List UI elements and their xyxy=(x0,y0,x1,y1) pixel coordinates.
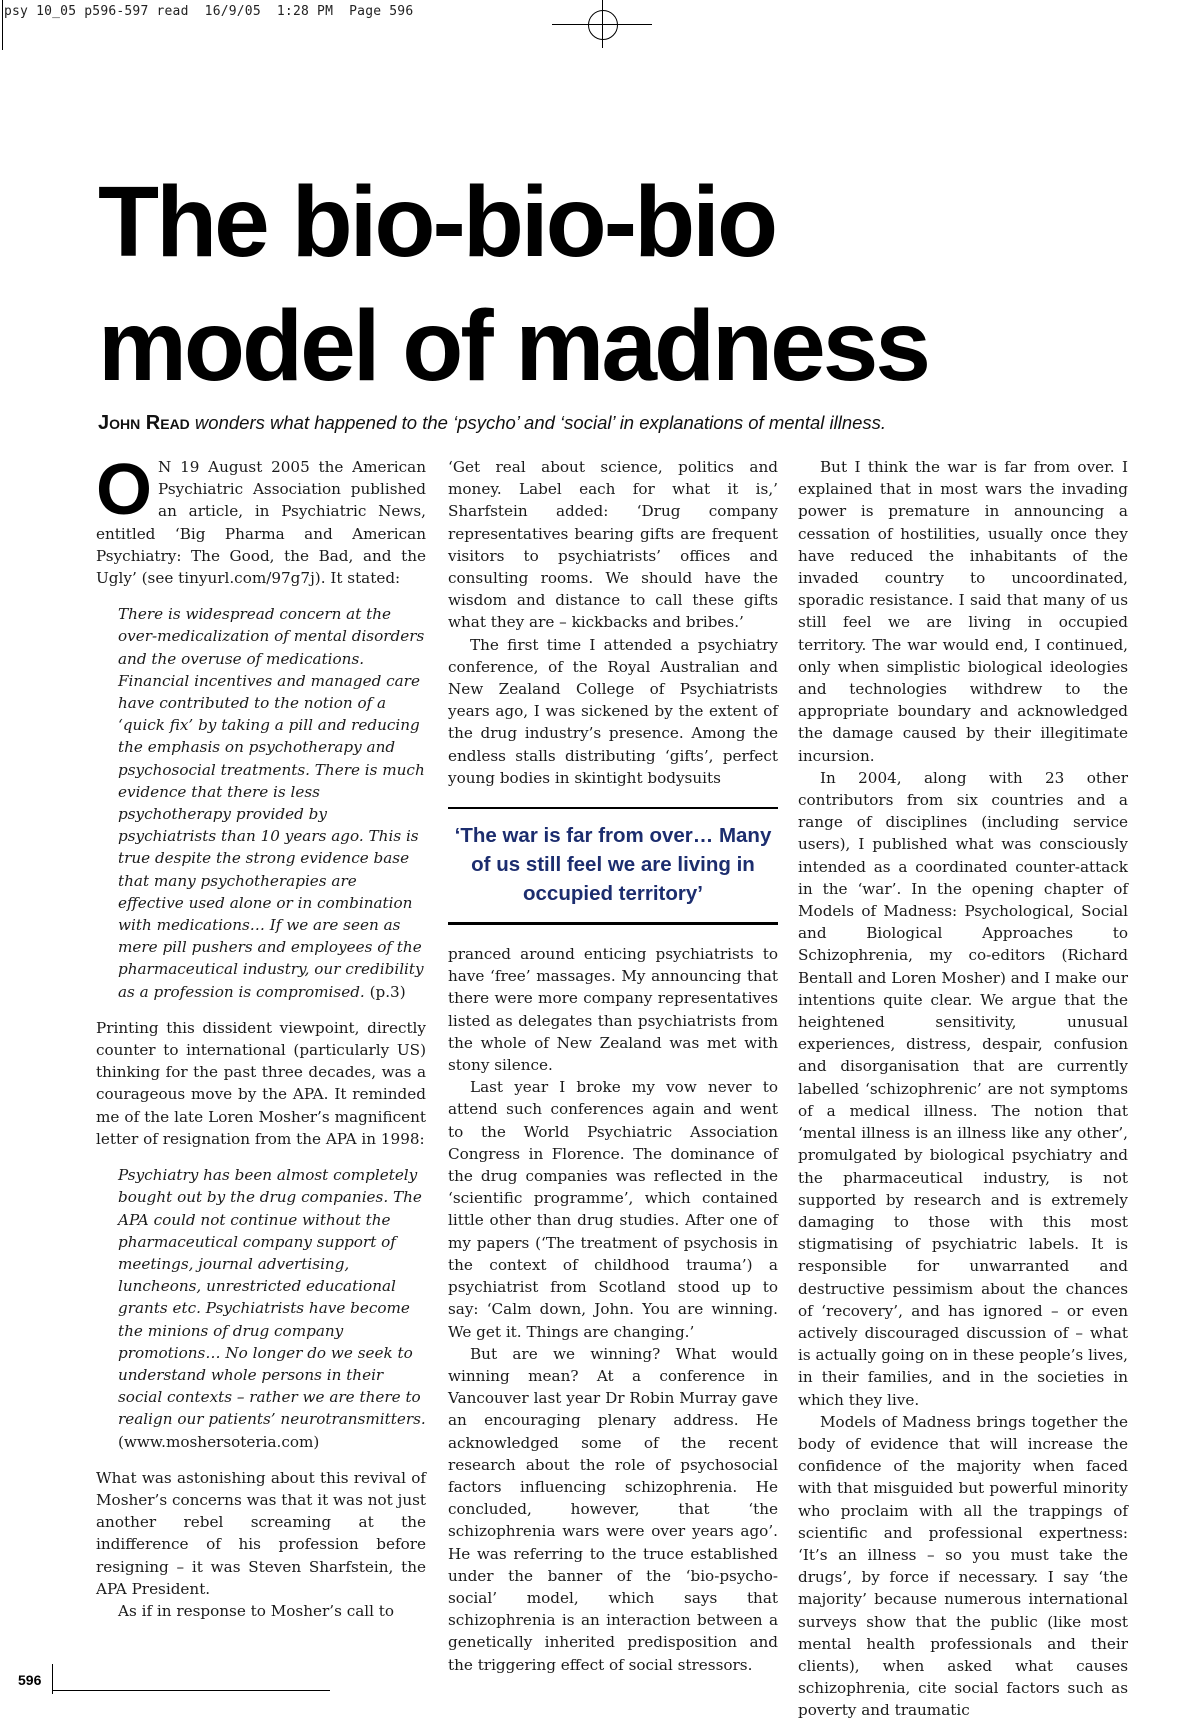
block-quote-apa-ref: (p.3) xyxy=(364,982,406,1001)
registration-mark-icon xyxy=(588,10,618,40)
paragraph: In 2004, along with 23 other contributors from six countries and a range of disciplines (including service users), I published what was consciously intended as a coordinated counter-attack in the ‘war’. In the opening chapter of Models of Madness: Psychological, Social and Biological Approaches to Schizophrenia, my co-editors (Richard Bentall and Loren Mosher) and I make our intentions quite clear. We argue that the heightened sensitivity, unusual experiences, distress, despair, confusion and disorganisation that are currently labelled ‘schizophrenic’ are not symptoms of a medical illness. The notion that ‘mental illness is an illness like any other’, promulgated by biological psychiatry and the pharmaceutical industry, is not supported by research and is extremely damaging to those with this most stigmatising of psychiatric labels. It is responsible for unwarranted and destructive pessimism about the chances of ‘recovery’, and has ignored – or even actively discouraged discussion of – what is actually going on in these people’s lives, in their families, and in the societies in which they live. xyxy=(798,768,1128,1409)
paragraph: What was astonishing about this revival of Mosher’s concerns was that it was not just another rebel screaming at the indifference of his profession before resigning – it was Steven Sharfstein, the APA President. xyxy=(96,1468,426,1598)
print-slug: psy 10_05 p596-597 read 16/9/05 1:28 PM Page 596 xyxy=(4,4,414,19)
block-quote-mosher xyxy=(118,1164,426,1453)
paragraph: As if in response to Mosher’s call to xyxy=(118,1601,395,1620)
paragraph: Models of Madness brings together the body of evidence that will increase the confidence of the majority when faced with that misguided but powerful minority who proclaim with all the trappings of scientific and professional expertness: ‘It’s an illness – so you must take the drugs’, by force if necessary. I say ‘the majority’ because numerous international surveys show that the public (like most mental health professionals and their clients), when asked what causes schizophrenia, cite social factors such as poverty and traumatic xyxy=(798,1412,1128,1720)
block-quote-apa xyxy=(118,603,426,1003)
title-line-2: model of madness xyxy=(98,290,928,402)
column-2 xyxy=(448,456,778,1676)
standfirst: wonders what happened to the ‘psycho’ and ‘social’ in explanations of mental illness. xyxy=(189,412,887,433)
opening-paragraph xyxy=(96,450,426,589)
author-name: John Read xyxy=(98,412,190,434)
pull-quote: ‘The war is far from over… Many of us still feel we are living in occupied territory’ xyxy=(448,807,778,925)
block-quote-mosher-ref: (www.moshersoteria.com) xyxy=(118,1432,320,1451)
paragraph: Printing this dissident viewpoint, directly counter to international (particularly US) thinking for the past three decades, was a courageous move by the APA. It reminded me of the late Loren Mosher’s magnificent letter of resignation from the APA in 1998: xyxy=(96,1018,426,1148)
paragraph: Last year I broke my vow never to attend such conferences again and went to the World Psychiatric Association Congress in Florence. The dominance of the drug companies was reflected in the ‘scientific programme’, which contained little other than drug studies. After one of my papers (‘The treatment of psychosis in the context of childhood trauma’) a psychiatrist from Scotland stood up to say: ‘Calm down, John. You are winning. We get it. Things are changing.’ xyxy=(448,1078,778,1341)
folio-rule xyxy=(52,1690,330,1691)
paragraph: But are we winning? What would winning mean? At a conference in Vancouver last year Dr Robin Murray gave an encouraging plenary address. He acknowledged some of the recent research about the role of psychosocial factors influencing schizophrenia. He concluded, however, that ‘the schizophrenia wars were over years ago’. He was referring to the truce established under the banner of the ‘bio-psycho-social’ model, which says that schizophrenia is an interaction between a genetically inherited predisposition and the triggering effect of social stressors. xyxy=(448,1344,778,1674)
block-quote-apa-text: There is widespread concern at the over-medicalization of mental disorders and the overuse of medications. Financial incentives and managed care have contributed to the notion of a ‘quick fix’ by taking a pill and reducing the emphasis on psychotherapy and psychosocial treatments. There is much evidence that there is less psychotherapy provided by psychiatrists than 10 years ago. This is true despite the strong evidence base that many psychotherapies are effective used alone or in combination with medications… If we are seen as mere pill pushers and employees of the pharmaceutical industry, our credibility as a profession is compromised. xyxy=(118,605,425,1001)
byline xyxy=(98,412,886,435)
article-title xyxy=(98,160,928,408)
block-quote-mosher-text: Psychiatry has been almost completely bought out by the drug companies. The APA could not continue without the pharmaceutical company support of meetings, journal advertising, luncheons, unrestricted educational grants etc. Psychiatrists have become the minions of drug company promotions… No longer do we seek to understand whole persons in their social contexts – rather we are there to realign our patients’ neurotransmitters. xyxy=(118,1166,426,1429)
paragraph: pranced around enticing psychiatrists to have ‘free’ massages. My announcing that there were more company representatives listed as delegates than psychiatrists from the whole of New Zealand was met with stony silence. xyxy=(448,945,778,1075)
title-line-1: The bio-bio-bio xyxy=(98,166,776,278)
column-3 xyxy=(798,456,1128,1722)
opening-paragraph-text: N 19 August 2005 the American Psychiatric Association published an article, in Psychiatric News, entitled ‘Big Pharma and American Psychiatry: The Good, the Bad, and the Ugly’ (see tinyurl.com/97g7j). It stated: xyxy=(96,458,426,588)
column-1 xyxy=(96,450,426,1622)
paragraph: The first time I attended a psychiatry conference, of the Royal Australian and New Zealand College of Psychiatrists years ago, I was sickened by the extent of the drug industry’s presence. Among the endless stalls distributing ‘gifts’, perfect young bodies in skintight bodysuits xyxy=(448,635,778,787)
drop-cap: O xyxy=(96,450,153,530)
page-number: 596 xyxy=(18,1672,42,1688)
slug-rule xyxy=(2,0,3,50)
paragraph: ‘Get real about science, politics and money. Label each for what it is,’ Sharfstein added: ‘Drug company representatives bearing gifts are frequent visitors to psychiatrists’ offices and consulting rooms. We should have the wisdom and distance to call these gifts what they are – kickbacks and bribes.’ xyxy=(448,458,778,632)
paragraph: But I think the war is far from over. I explained that in most wars the invading power is premature in announcing a cessation of hostilities, usually once they have reduced the inhabitants of the invaded country to uncoordinated, sporadic resistance. I said that many of us still feel we are living in occupied territory. The war would end, I continued, only when simplistic biological ideologies and technologies withdrew to the appropriate boundary and acknowledged the damage caused by their illegitimate incursion. xyxy=(798,458,1128,765)
